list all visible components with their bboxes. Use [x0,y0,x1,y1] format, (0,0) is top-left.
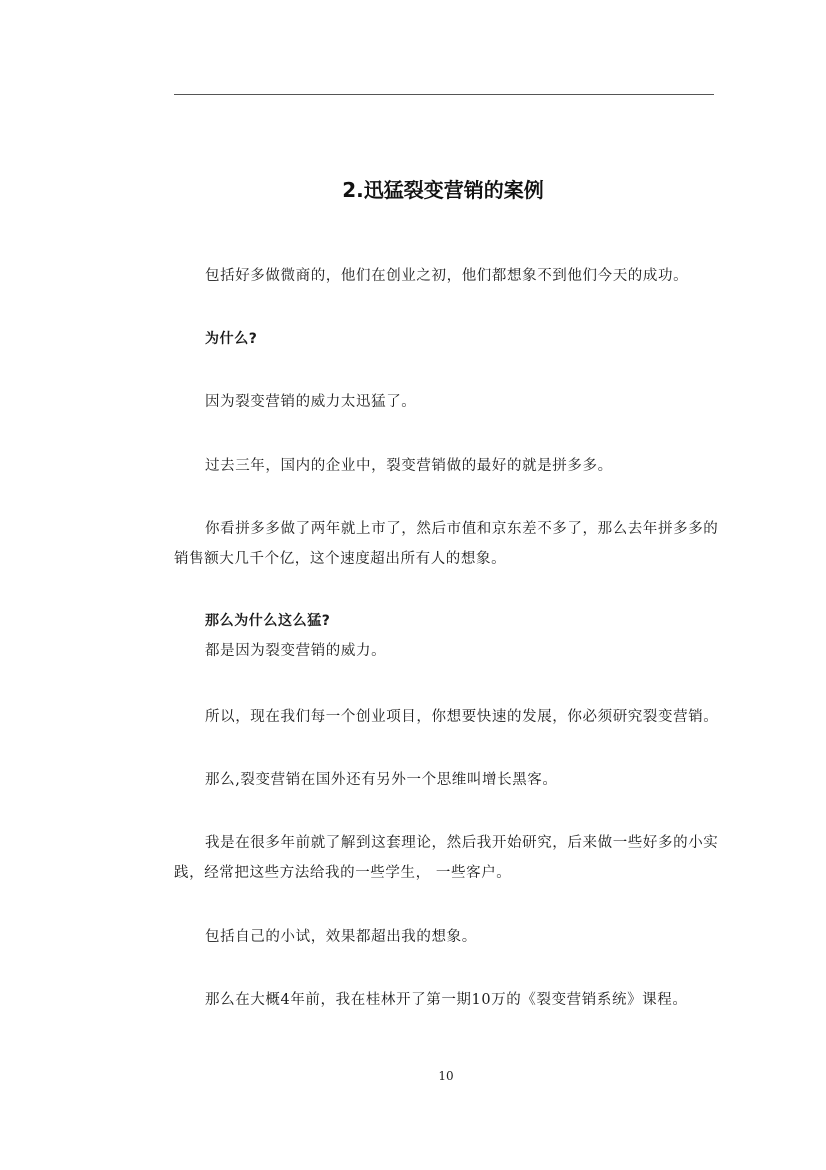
paragraph-4: 过去三年，国内的企业中，裂变营销做的最好的就是拼多多。 [205,458,613,474]
paragraph-12: 那么在大概4年前，我在桂林开了第一期10万的《裂变营销系统》课程。 [205,992,688,1008]
paragraph-1: 包括好多做微商的，他们在创业之初，他们都想象不到他们今天的成功。 [205,268,689,284]
paragraph-6-question: 那么为什么这么猛? [205,613,331,629]
header-rule [174,94,714,95]
paragraph-2-question: 为什么? [205,331,258,347]
paragraph-11: 包括自己的小试，效果都超出我的想象。 [205,929,477,945]
paragraph-8: 所以，现在我们每一个创业项目，你想要快速的发展，你必须研究裂变营销。 [205,709,719,725]
page-number: 10 [438,1069,454,1083]
section-title: 2.迅猛裂变营销的案例 [342,178,544,202]
paragraph-5: 你看拼多多做了两年就上市了，然后市值和京东差不多了，那么去年拼多多的销售额大几千个亿，这个速度超出所有人的想象。 [174,521,719,567]
paragraph-3: 因为裂变营销的威力太迅猛了。 [205,394,417,410]
paragraph-9: 那么,裂变营销在国外还有另外一个思维叫增长黑客。 [205,772,558,788]
paragraph-10: 我是在很多年前就了解到这套理论，然后我开始研究，后来做一些好多的小实践，经常把这些方法给我的一些学生， 一些客户。 [174,835,719,881]
paragraph-7: 都是因为裂变营销的威力。 [205,643,387,659]
